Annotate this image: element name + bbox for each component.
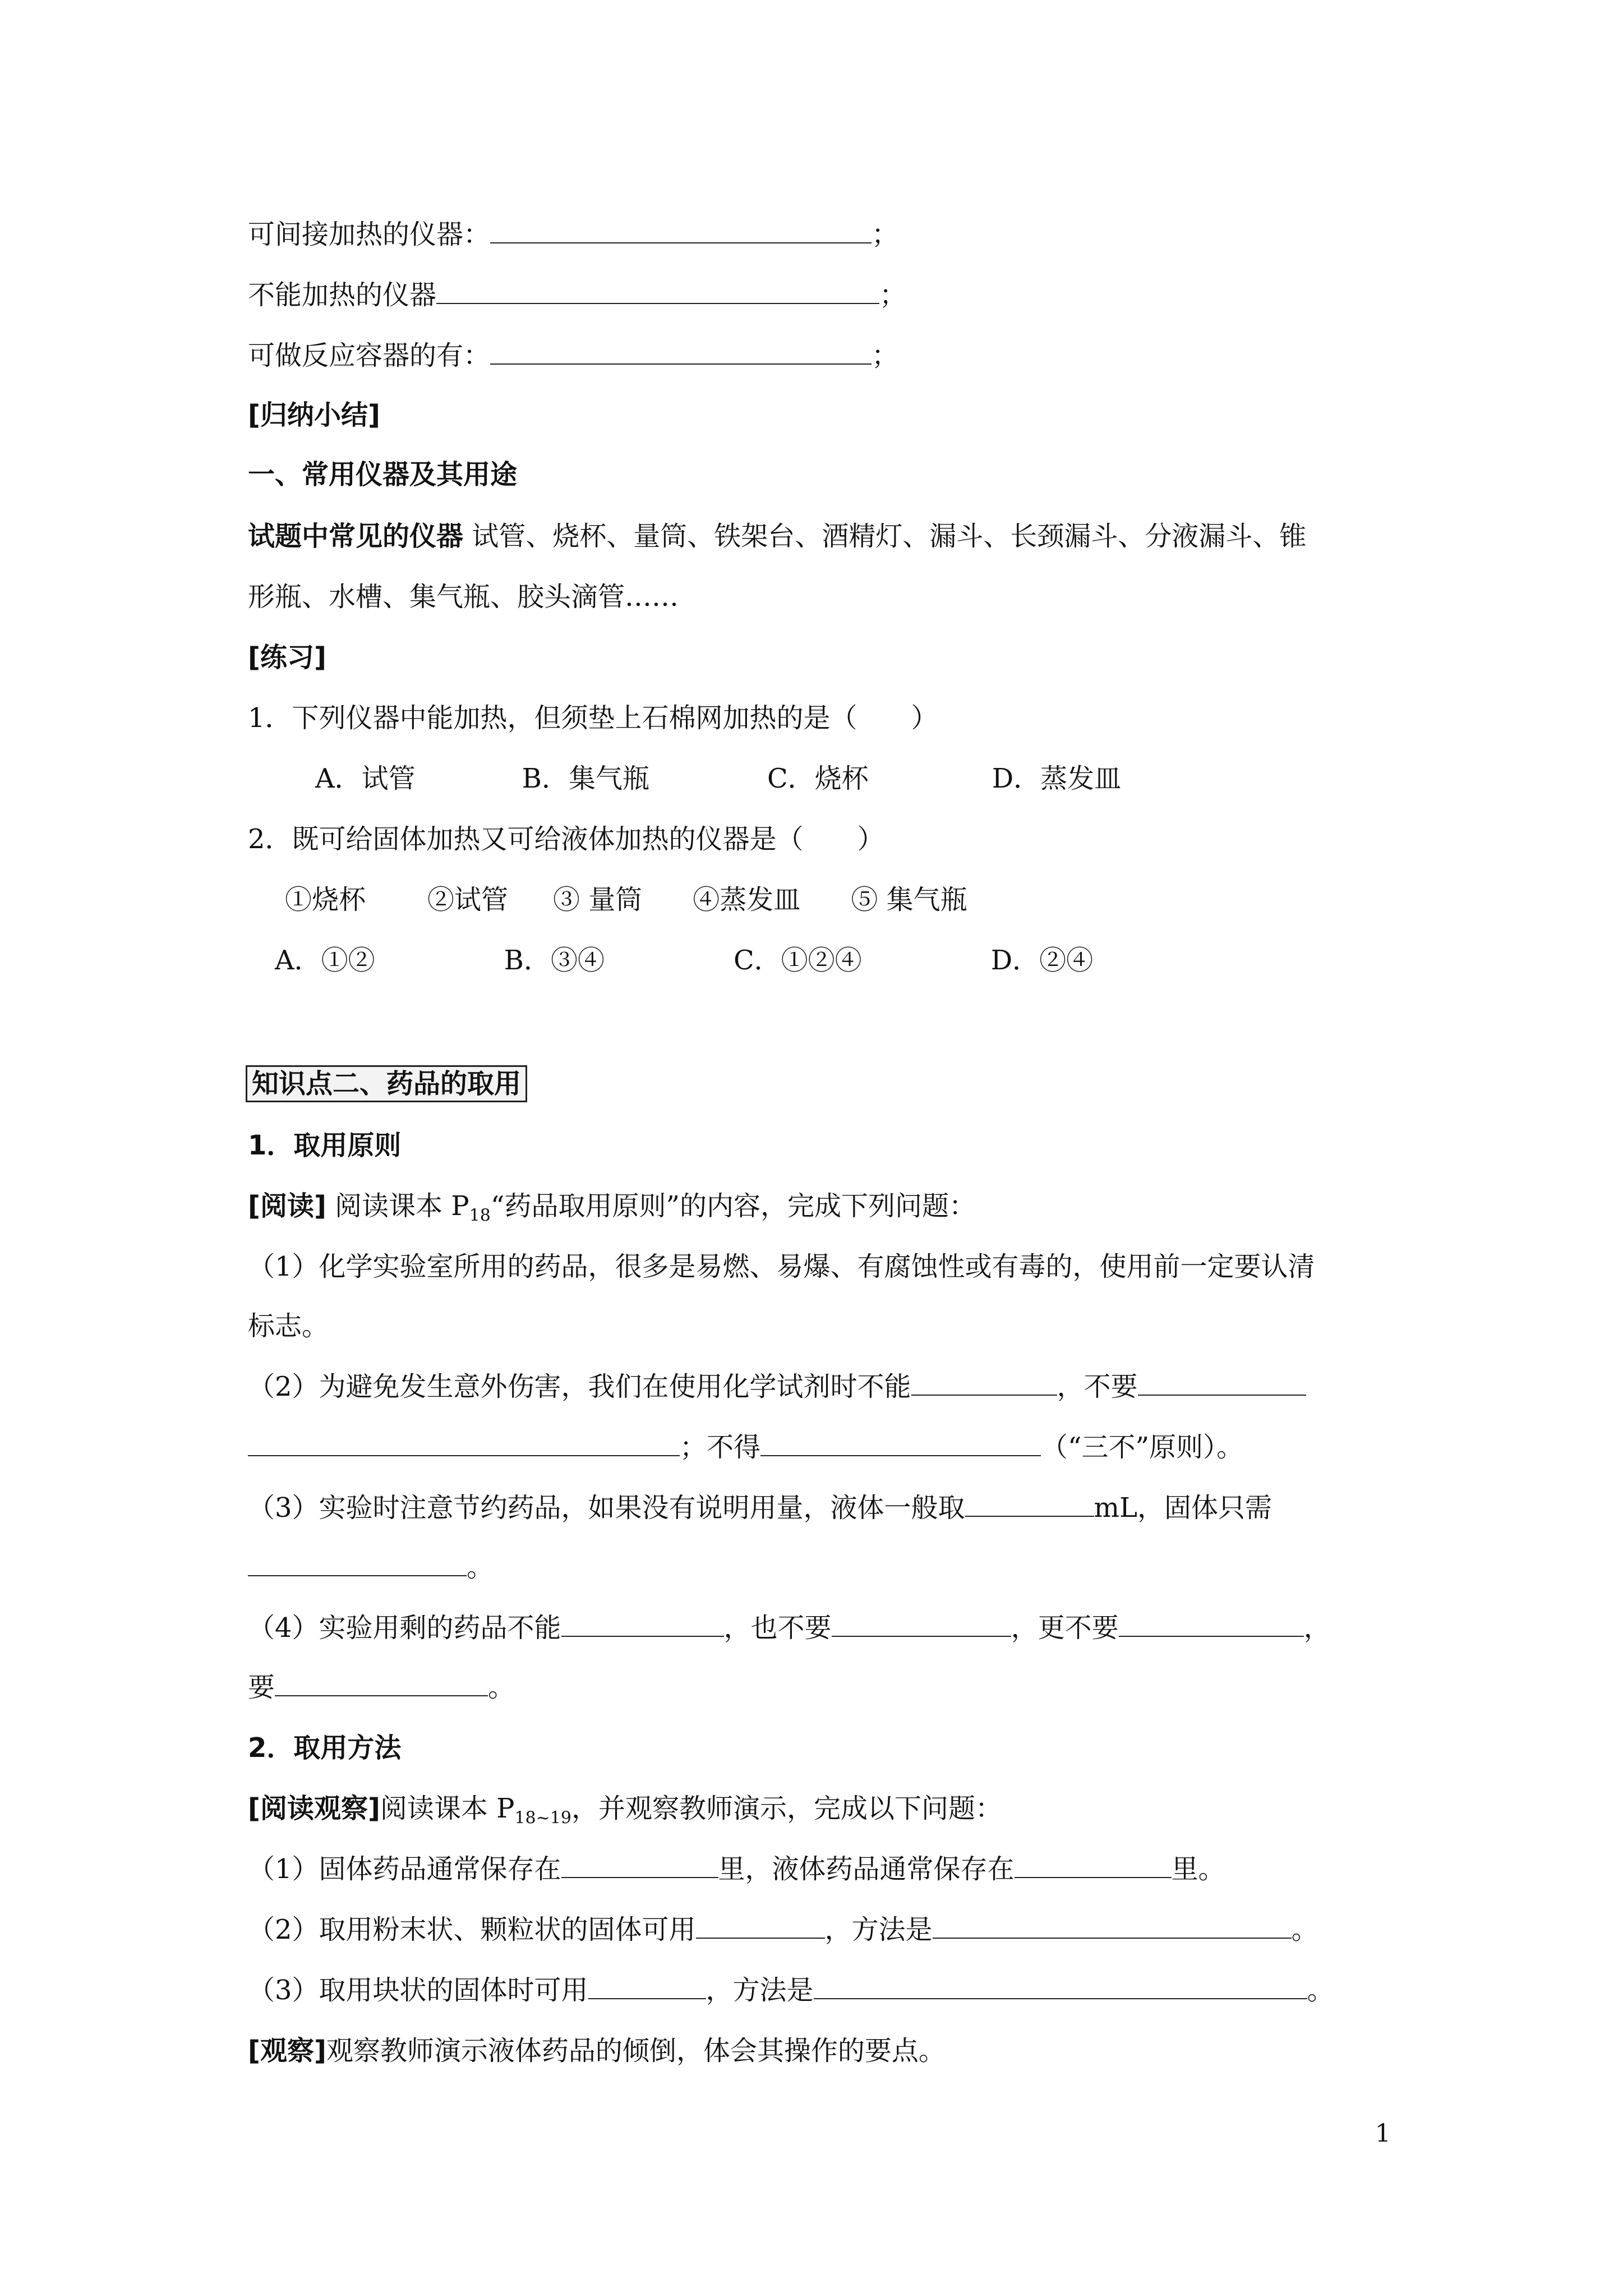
item-1-line1: （1）化学实验室所用的药品，很多是易燃、易爆、有腐蚀性或有毒的，使用前一定要认清 xyxy=(248,1251,1315,1282)
summary-heading: 一、常用仪器及其用途 xyxy=(248,459,518,490)
answer-blank[interactable] xyxy=(1138,1370,1306,1396)
option-a[interactable]: A．①② xyxy=(275,945,375,976)
answer-blank[interactable] xyxy=(965,1491,1094,1517)
answer-blank[interactable] xyxy=(832,1611,1011,1637)
option-d[interactable]: D．②④ xyxy=(990,945,1094,976)
answer-blank[interactable] xyxy=(814,1973,1307,1999)
answer-blank[interactable] xyxy=(1015,1852,1172,1878)
question-1: 1．下列仪器中能加热，但须垫上石棉网加热的是（ ） xyxy=(248,702,938,734)
answer-blank[interactable] xyxy=(490,218,872,243)
item-4-line1: （4）实验用剩的药品不能 ，也不要 ，更不要 ， xyxy=(248,1612,1331,1644)
common-instruments-line1: 试题中常见的仪器 试管、烧杯、量筒、铁架台、酒精灯、漏斗、长颈漏斗、分液漏斗、锥 xyxy=(248,521,1307,552)
answer-blank[interactable] xyxy=(275,1671,488,1696)
method-1: （1）固体药品通常保存在 里，液体药品通常保存在 里。 xyxy=(248,1853,1225,1885)
question-2-options xyxy=(275,942,1093,978)
answer-blank[interactable] xyxy=(248,1430,680,1456)
item-1-line2: 标志。 xyxy=(248,1310,329,1342)
answer-blank[interactable] xyxy=(561,1852,718,1878)
method-heading: 2．取用方法 xyxy=(248,1732,402,1764)
answer-blank[interactable] xyxy=(490,339,872,365)
item-2-line2: ；不得 （“三不”原则）。 xyxy=(248,1429,1243,1465)
observe-note: [观察]观察教师演示液体药品的倾倒，体会其操作的要点。 xyxy=(248,2035,946,2067)
observe-instruction: [阅读观察]阅读课本 $P_{18\sim 19}$，并观察教师演示，完成以下问题： xyxy=(248,1793,1002,1828)
option-c[interactable]: C．烧杯 xyxy=(767,763,869,794)
method-2: （2）取用粉末状、颗粒状的固体可用 ，方法是 。 xyxy=(248,1914,1318,1945)
item-3-line1: （3）实验时注意节约药品，如果没有说明用量，液体一般取 mL，固体只需 xyxy=(248,1492,1272,1524)
page-number: 1 xyxy=(1375,2119,1391,2148)
answer-blank[interactable] xyxy=(760,1430,1041,1456)
section-title: 知识点二、药品的取用 xyxy=(246,1066,527,1102)
answer-blank[interactable] xyxy=(588,1973,706,1999)
practice-title: [练习] xyxy=(248,642,326,673)
answer-blank[interactable] xyxy=(911,1370,1057,1396)
common-instruments-line2: 形瓶、水槽、集气瓶、胶头滴管…… xyxy=(248,581,679,613)
item-3-line2: 。 xyxy=(248,1549,494,1585)
option-d[interactable]: D．蒸发皿 xyxy=(992,763,1122,794)
fill-indirect-heat: 可间接加热的仪器： ； xyxy=(248,219,899,250)
option-b[interactable]: B．集气瓶 xyxy=(522,763,649,794)
answer-blank[interactable] xyxy=(436,278,879,304)
answer-blank[interactable] xyxy=(696,1913,825,1939)
answer-blank[interactable] xyxy=(1119,1611,1304,1637)
read-instruction: [阅读] 阅读课本 $P_{18}“$药品取用原则”的内容，完成下列问题： xyxy=(248,1190,976,1226)
question-2: 2．既可给固体加热又可给液体加热的仪器是（ ） xyxy=(248,823,884,855)
fill-vessel: 可做反应容器的有： ； xyxy=(248,340,899,371)
answer-blank[interactable] xyxy=(248,1550,467,1576)
question-2-items: ①烧杯 ②试管 ③ 量筒 ④蒸发皿 ⑤ 集气瓶 xyxy=(285,884,967,915)
answer-blank[interactable] xyxy=(933,1913,1292,1939)
option-a[interactable]: A．试管 xyxy=(315,763,416,794)
item-2-line1: （2）为避免发生意外伤害，我们在使用化学试剂时不能 ，不要 xyxy=(248,1369,1306,1405)
option-c[interactable]: C．①②④ xyxy=(733,945,862,976)
question-1-options xyxy=(315,761,1121,797)
summary-title: [归纳小结] xyxy=(248,399,380,431)
fill-no-heat: 不能加热的仪器 ； xyxy=(248,279,907,311)
answer-blank[interactable] xyxy=(561,1611,724,1637)
method-3: （3）取用块状的固体时可用 ，方法是 。 xyxy=(248,1975,1334,2006)
item-4-line2: 要 。 xyxy=(248,1672,515,1703)
principle-heading: 1．取用原则 xyxy=(248,1130,402,1161)
option-b[interactable]: B．③④ xyxy=(504,945,605,976)
